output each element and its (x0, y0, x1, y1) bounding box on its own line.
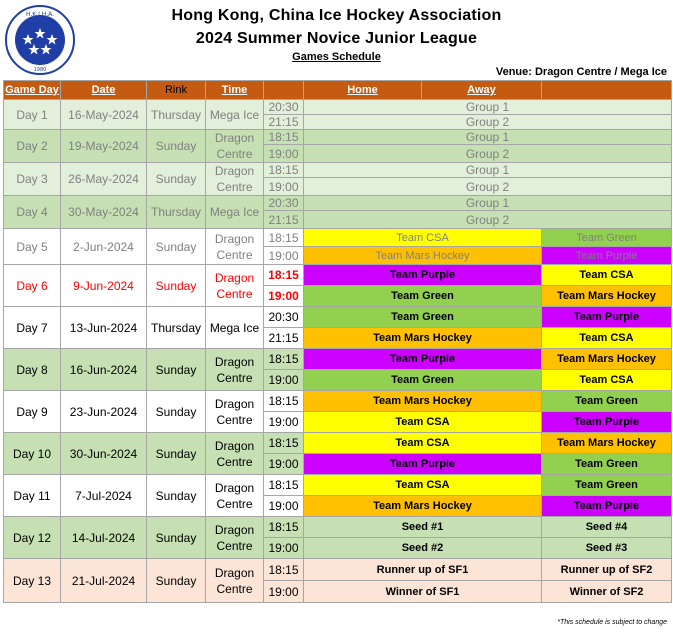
date-cell: 9-Jun-2024 (61, 265, 147, 307)
game-day-cell: Day 12 (4, 517, 61, 559)
group-label-cell: Group 2 (304, 145, 672, 163)
game-day-cell: Day 13 (4, 559, 61, 603)
col-date: Date (61, 81, 147, 100)
time-cell: 19:00 (264, 496, 304, 517)
away-team-cell: Team Purple (542, 247, 672, 265)
table-row (4, 559, 672, 581)
rink-name: Mega Ice (209, 107, 260, 122)
away-team-cell: Team Green (542, 391, 672, 412)
rink-cell (206, 100, 264, 130)
footnote: *This schedule is subject to change (557, 619, 667, 626)
group-label-cell: Group 2 (304, 115, 672, 130)
venue-label: Venue: Dragon Centre / Mega Ice (495, 66, 667, 78)
weekday-cell: Sunday (147, 559, 206, 603)
table-row (4, 229, 672, 247)
time-cell: 19:00 (264, 581, 304, 603)
weekday-cell: Thursday (147, 307, 206, 349)
time-cell: 21:15 (264, 328, 304, 349)
time-cell: 18:15 (264, 265, 304, 286)
rink-name: Dragon Centre (214, 480, 255, 511)
rink-name: Dragon Centre (214, 270, 255, 301)
home-team-cell: Team Green (304, 370, 542, 391)
table-row (4, 100, 672, 115)
date-cell: 16-Jun-2024 (61, 349, 147, 391)
away-team-cell: Team Mars Hockey (542, 349, 672, 370)
rink-name: Dragon Centre (214, 438, 255, 469)
game-day-cell: Day 4 (4, 196, 61, 229)
time-cell: 20:30 (264, 307, 304, 328)
away-team-cell: Runner up of SF2 (542, 559, 672, 581)
game-day-cell: Day 10 (4, 433, 61, 475)
game-day-cell: Day 9 (4, 391, 61, 433)
time-cell: 20:30 (264, 100, 304, 115)
away-team-cell: Team CSA (542, 370, 672, 391)
schedule-table (3, 80, 672, 603)
date-cell: 30-Jun-2024 (61, 433, 147, 475)
home-team-cell: Team CSA (304, 433, 542, 454)
title-line1: Hong Kong, China Ice Hockey Association (171, 7, 502, 24)
rink-cell (206, 307, 264, 349)
time-cell: 19:00 (264, 538, 304, 559)
home-team-cell: Team Green (304, 286, 542, 307)
rink-name: Dragon Centre (214, 164, 255, 194)
rink-cell (206, 265, 264, 307)
away-team-cell: Team CSA (542, 328, 672, 349)
home-team-cell: Team CSA (304, 229, 542, 247)
weekday-cell: Sunday (147, 475, 206, 517)
rink-name: Dragon Centre (214, 565, 255, 596)
rink-cell (206, 517, 264, 559)
weekday-cell: Sunday (147, 349, 206, 391)
time-cell: 19:00 (264, 370, 304, 391)
time-cell: 19:00 (264, 145, 304, 163)
logo-year: 1980 (33, 67, 47, 73)
home-team-cell: Team Mars Hockey (304, 328, 542, 349)
away-team-cell: Team Mars Hockey (542, 433, 672, 454)
table-row (4, 163, 672, 178)
group-label-cell: Group 1 (304, 100, 672, 115)
table-row (4, 433, 672, 454)
away-team-cell: Team Mars Hockey (542, 286, 672, 307)
home-team-cell: Runner up of SF1 (304, 559, 542, 581)
time-cell: 19:00 (264, 178, 304, 196)
time-cell: 21:15 (264, 115, 304, 130)
game-day-cell: Day 7 (4, 307, 61, 349)
time-cell: 19:00 (264, 247, 304, 265)
rink-name: Mega Ice (209, 320, 260, 335)
group-label-cell: Group 2 (304, 178, 672, 196)
table-row (4, 391, 672, 412)
home-team-cell: Team Mars Hockey (304, 391, 542, 412)
table-row (4, 475, 672, 496)
date-cell: 21-Jul-2024 (61, 559, 147, 603)
header-row (4, 81, 672, 100)
game-day-cell: Day 8 (4, 349, 61, 391)
weekday-cell: Sunday (147, 163, 206, 196)
table-row (4, 307, 672, 328)
weekday-cell: Thursday (147, 196, 206, 229)
away-team-cell: Seed #4 (542, 517, 672, 538)
home-team-cell: Team Mars Hockey (304, 247, 542, 265)
time-cell: 18:15 (264, 163, 304, 178)
table-row (4, 517, 672, 538)
subtitle: Games Schedule (292, 51, 381, 63)
col-time: Time (206, 81, 264, 100)
date-cell: 23-Jun-2024 (61, 391, 147, 433)
time-cell: 19:00 (264, 286, 304, 307)
home-team-cell: Seed #1 (304, 517, 542, 538)
rink-cell (206, 349, 264, 391)
logo-text: H.K.I.H.A. (25, 11, 55, 18)
group-label-cell: Group 2 (304, 211, 672, 229)
time-cell: 18:15 (264, 517, 304, 538)
weekday-cell: Sunday (147, 391, 206, 433)
col-away: Away (422, 81, 542, 100)
table-row (4, 265, 672, 286)
date-cell: 7-Jul-2024 (61, 475, 147, 517)
date-cell: 2-Jun-2024 (61, 229, 147, 265)
table-row (4, 349, 672, 370)
time-cell: 18:15 (264, 349, 304, 370)
rink-name: Dragon Centre (214, 231, 255, 262)
col-rink: Rink (147, 81, 206, 100)
rink-cell (206, 130, 264, 163)
col-spacer (264, 81, 304, 100)
group-label-cell: Group 1 (304, 163, 672, 178)
time-cell: 18:15 (264, 559, 304, 581)
time-cell: 18:15 (264, 229, 304, 247)
rink-name: Mega Ice (209, 205, 260, 219)
time-cell: 18:15 (264, 475, 304, 496)
away-team-cell: Team CSA (542, 265, 672, 286)
weekday-cell: Sunday (147, 130, 206, 163)
rink-name: Dragon Centre (214, 522, 255, 553)
game-day-cell: Day 5 (4, 229, 61, 265)
date-cell: 30-May-2024 (61, 196, 147, 229)
home-team-cell: Team CSA (304, 412, 542, 433)
title-line2: 2024 Summer Novice Junior League (195, 30, 478, 47)
game-day-cell: Day 11 (4, 475, 61, 517)
away-team-cell: Seed #3 (542, 538, 672, 559)
home-team-cell: Team Mars Hockey (304, 496, 542, 517)
rink-cell (206, 559, 264, 603)
home-team-cell: Team Purple (304, 454, 542, 475)
time-cell: 18:15 (264, 130, 304, 145)
time-cell: 19:00 (264, 454, 304, 475)
weekday-cell: Sunday (147, 517, 206, 559)
away-team-cell: Team Green (542, 475, 672, 496)
home-team-cell: Team CSA (304, 475, 542, 496)
rink-name: Dragon Centre (214, 396, 255, 427)
weekday-cell: Sunday (147, 229, 206, 265)
game-day-cell: Day 2 (4, 130, 61, 163)
away-team-cell: Team Purple (542, 496, 672, 517)
game-day-cell: Day 1 (4, 100, 61, 130)
rink-cell (206, 475, 264, 517)
away-team-cell: Winner of SF2 (542, 581, 672, 603)
group-label-cell: Group 1 (304, 196, 672, 211)
game-day-cell: Day 6 (4, 265, 61, 307)
date-cell: 16-May-2024 (61, 100, 147, 130)
time-cell: 19:00 (264, 412, 304, 433)
col-game (542, 81, 672, 100)
weekday-cell: Sunday (147, 265, 206, 307)
rink-cell (206, 433, 264, 475)
time-cell: 20:30 (264, 196, 304, 211)
date-cell: 19-May-2024 (61, 130, 147, 163)
home-team-cell: Team Green (304, 307, 542, 328)
game-day-cell: Day 3 (4, 163, 61, 196)
rink-name: Dragon Centre (214, 131, 255, 161)
rink-cell (206, 229, 264, 265)
rink-name: Dragon Centre (214, 354, 255, 385)
weekday-cell: Sunday (147, 433, 206, 475)
col-home: Home (304, 81, 422, 100)
home-team-cell: Team Purple (304, 265, 542, 286)
home-team-cell: Winner of SF1 (304, 581, 542, 603)
away-team-cell: Team Green (542, 229, 672, 247)
col-game-day: Game Day (4, 81, 61, 100)
weekday-cell: Thursday (147, 100, 206, 130)
table-row (4, 196, 672, 211)
date-cell: 13-Jun-2024 (61, 307, 147, 349)
rink-cell (206, 196, 264, 229)
away-team-cell: Team Green (542, 454, 672, 475)
date-cell: 26-May-2024 (61, 163, 147, 196)
away-team-cell: Team Purple (542, 307, 672, 328)
time-cell: 18:15 (264, 391, 304, 412)
date-cell: 14-Jul-2024 (61, 517, 147, 559)
rink-cell (206, 391, 264, 433)
home-team-cell: Team Purple (304, 349, 542, 370)
table-row (4, 130, 672, 145)
time-cell: 21:15 (264, 211, 304, 229)
group-label-cell: Group 1 (304, 130, 672, 145)
home-team-cell: Seed #2 (304, 538, 542, 559)
rink-cell (206, 163, 264, 196)
time-cell: 18:15 (264, 433, 304, 454)
away-team-cell: Team Purple (542, 412, 672, 433)
